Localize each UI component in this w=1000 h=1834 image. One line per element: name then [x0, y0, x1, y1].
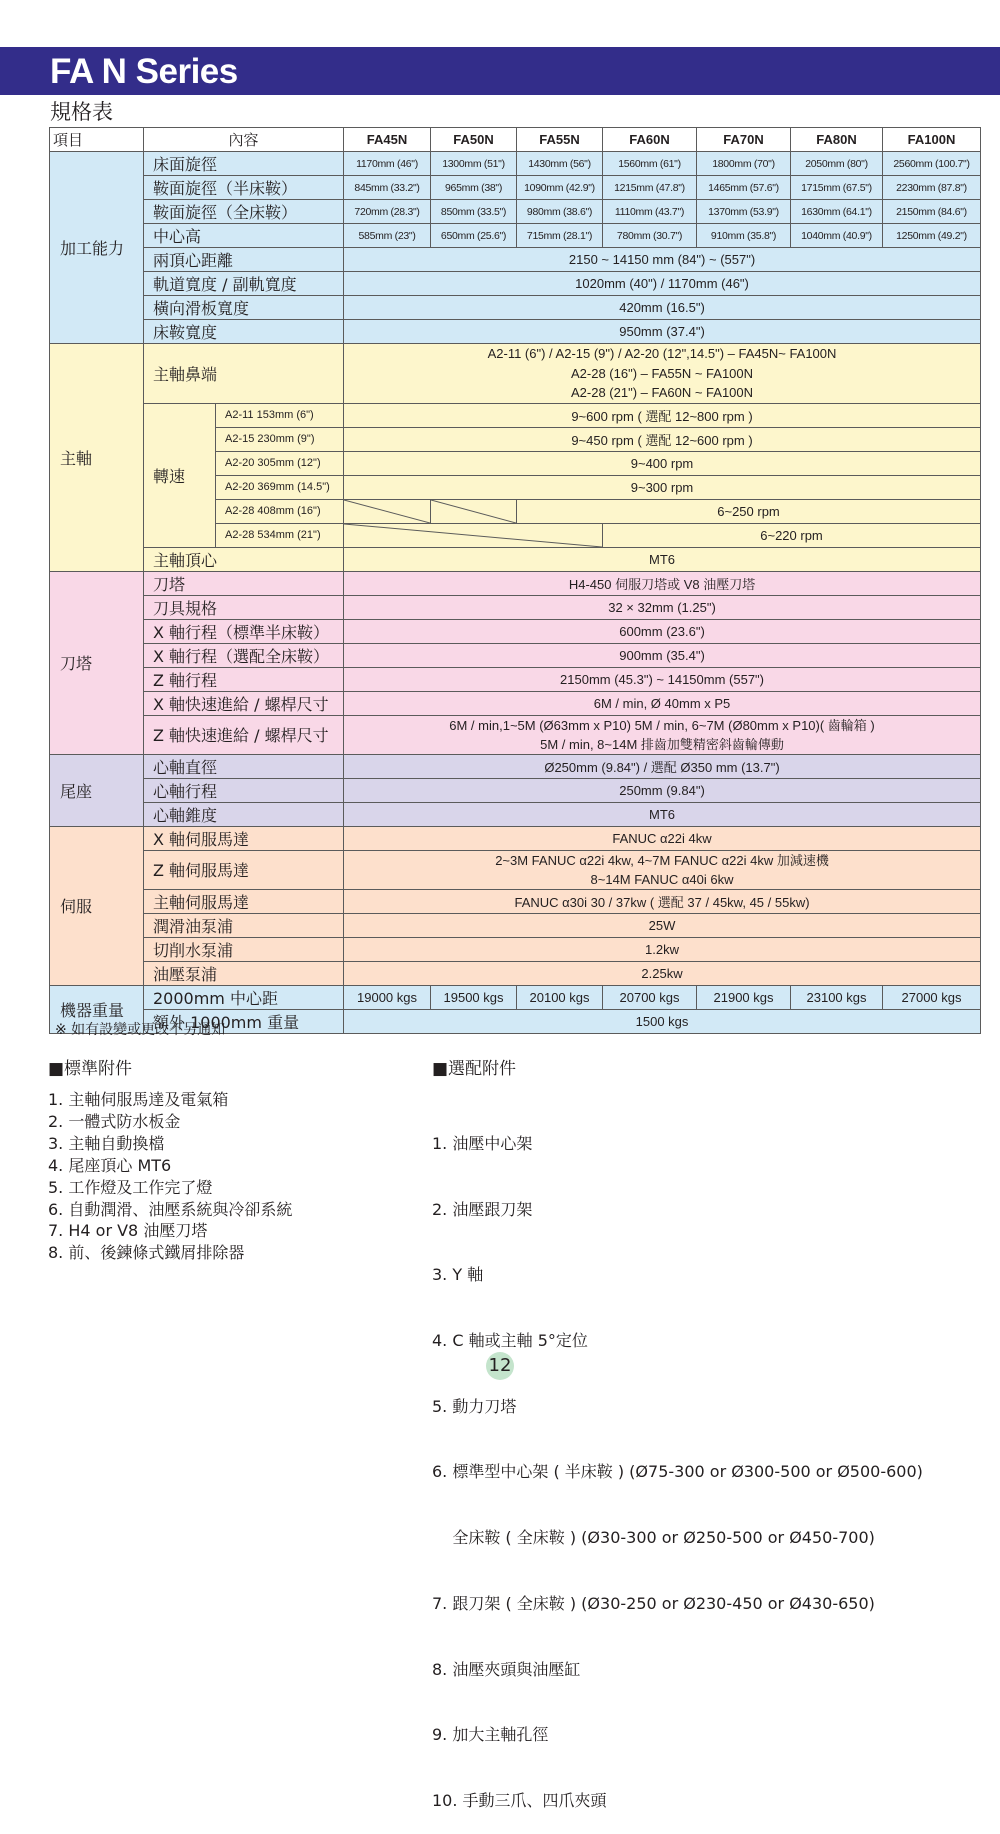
speed-label: 轉速: [144, 403, 216, 547]
table-cell: 1090mm (42.9"): [517, 176, 603, 200]
table-row: [50, 296, 981, 320]
standard-accessories-title: ■標準附件: [48, 1059, 133, 1079]
optional-accessories-list: [432, 1089, 923, 1834]
table-row: [50, 961, 981, 985]
table-row: [50, 826, 981, 850]
row-label: 主軸頂心: [144, 547, 344, 571]
standard-accessories-list: [48, 1089, 292, 1264]
bore-label: A2-15 230mm (9"): [216, 427, 344, 451]
diagonal-slash: [344, 524, 602, 547]
z-motor-line: 2~3M FANUC α22i 4kw, 4~7M FANUC α22i 4kw 加減速機: [495, 852, 829, 868]
list-item: 4. C 軸或主軸 5°定位: [432, 1330, 588, 1350]
table-cell: 1110mm (43.7"): [603, 200, 697, 224]
table-row: [50, 200, 981, 224]
col-header-content: 內容: [144, 128, 344, 152]
table-row: [50, 643, 981, 667]
z-motor-line: 8~14M FANUC α40i 6kw: [590, 871, 734, 887]
row-label: 鞍面旋徑（半床鞍）: [144, 176, 344, 200]
table-row: [50, 889, 981, 913]
table-cell: 585mm (23"): [344, 224, 431, 248]
table-cell: FANUC α22i 4kw: [344, 826, 981, 850]
table-row: [50, 619, 981, 643]
table-cell: 1430mm (56"): [517, 152, 603, 176]
category-weight: 機器重量: [50, 985, 144, 1033]
table-cell: 19000 kgs: [344, 985, 431, 1009]
list-item: 7. 跟刀架 ( 全床鞍 ) (Ø30-250 or Ø230-450 or Ø430-650): [432, 1593, 875, 1613]
table-row: [50, 937, 981, 961]
category-servo: 伺服: [50, 826, 144, 985]
table-row: [50, 344, 981, 404]
table-cell: MT6: [344, 802, 981, 826]
table-cell: [344, 344, 981, 404]
category-turret: 刀塔: [50, 571, 144, 754]
list-item: 9. 加大主軸孔徑: [432, 1725, 549, 1745]
table-row: [50, 224, 981, 248]
table-cell: 1170mm (46"): [344, 152, 431, 176]
table-cell: MT6: [344, 547, 981, 571]
model-header: FA60N: [603, 128, 697, 152]
row-label: 床鞍寬度: [144, 320, 344, 344]
bore-label: A2-20 369mm (14.5"): [216, 475, 344, 499]
list-item: 2. 油壓跟刀架: [432, 1199, 533, 1219]
row-label: 兩頂心距離: [144, 248, 344, 272]
model-header: FA45N: [344, 128, 431, 152]
table-row: [50, 320, 981, 344]
optional-accessories-title: ■選配附件: [432, 1059, 517, 1079]
table-cell: 900mm (35.4"): [344, 643, 981, 667]
list-item: 2. 一體式防水板金: [48, 1111, 181, 1131]
table-cell: 420mm (16.5"): [344, 296, 981, 320]
list-item: 10. 手動三爪、四爪夾頭: [432, 1791, 607, 1810]
list-item: 5. 動力刀塔: [432, 1396, 517, 1416]
diagonal-slash: [344, 500, 430, 523]
table-cell: 21900 kgs: [697, 985, 791, 1009]
table-cell: 2.25kw: [344, 961, 981, 985]
section-title: 規格表: [50, 100, 113, 124]
na-cell: [431, 499, 517, 523]
table-header-row: [50, 128, 981, 152]
table-cell: 25W: [344, 913, 981, 937]
table-cell: 20100 kgs: [517, 985, 603, 1009]
model-header: FA70N: [697, 128, 791, 152]
list-item: 4. 尾座頂心 MT6: [48, 1155, 172, 1175]
table-cell: 9~600 rpm ( 選配 12~800 rpm ): [344, 403, 981, 427]
page-number: 12: [488, 1355, 512, 1376]
row-label: Z 軸行程: [144, 667, 344, 691]
table-cell: 1370mm (53.9"): [697, 200, 791, 224]
table-cell: 23100 kgs: [791, 985, 883, 1009]
table-cell: 250mm (9.84"): [344, 778, 981, 802]
row-label: X 軸快速進給 / 螺桿尺寸: [144, 691, 344, 715]
list-item: 8. 前、後鍊條式鐵屑排除器: [48, 1243, 245, 1263]
table-cell: 2560mm (100.7"): [883, 152, 981, 176]
model-header: FA50N: [431, 128, 517, 152]
row-label: 橫向滑板寬度: [144, 296, 344, 320]
table-row: [50, 571, 981, 595]
table-cell: 1630mm (64.1"): [791, 200, 883, 224]
z-rapid-line: 5M / min, 8~14M 排齒加雙精密斜齒輪傳動: [540, 736, 784, 752]
nose-line: A2-11 (6") / A2-15 (9") / A2-20 (12",14.5") – FA45N~ FA100N: [487, 346, 837, 361]
table-cell: 2150 ~ 14150 mm (84") ~ (557"): [344, 248, 981, 272]
table-row: [50, 985, 981, 1009]
row-label: 鞍面旋徑（全床鞍）: [144, 200, 344, 224]
table-row: [50, 778, 981, 802]
row-label: X 軸行程（標準半床鞍）: [144, 619, 344, 643]
table-cell: [344, 715, 981, 754]
row-label: 2000mm 中心距: [144, 985, 344, 1009]
table-cell: 950mm (37.4"): [344, 320, 981, 344]
category-spindle: 主軸: [50, 344, 144, 572]
bore-label: A2-11 153mm (6"): [216, 403, 344, 427]
table-row: [50, 176, 981, 200]
table-cell: 6M / min, Ø 40mm x P5: [344, 691, 981, 715]
list-item: 6. 自動潤滑、油壓系統與冷卻系統: [48, 1199, 293, 1219]
list-item: 1. 主軸伺服馬達及電氣箱: [48, 1090, 229, 1109]
list-item: 全床鞍 ( 全床鞍 ) (Ø30-300 or Ø250-500 or Ø450-700): [432, 1528, 875, 1548]
bore-label: A2-20 305mm (12"): [216, 451, 344, 475]
series-title: FA N Series: [50, 52, 238, 91]
table-cell: [344, 850, 981, 889]
nose-line: A2-28 (21") – FA60N ~ FA100N: [571, 385, 754, 400]
table-row: [50, 913, 981, 937]
list-item: 3. Y 軸: [432, 1265, 484, 1285]
row-label: 心軸行程: [144, 778, 344, 802]
list-item: 1. 油壓中心架: [432, 1133, 533, 1153]
table-cell: 720mm (28.3"): [344, 200, 431, 224]
list-item: 7. H4 or V8 油壓刀塔: [48, 1221, 208, 1241]
table-cell: 600mm (23.6"): [344, 619, 981, 643]
row-label: 潤滑油泵浦: [144, 913, 344, 937]
table-cell: 715mm (28.1"): [517, 224, 603, 248]
na-cell: [344, 523, 603, 547]
table-cell: 20700 kgs: [603, 985, 697, 1009]
table-cell: 27000 kgs: [883, 985, 981, 1009]
table-cell: 1800mm (70"): [697, 152, 791, 176]
row-label: 心軸錐度: [144, 802, 344, 826]
table-cell: 1040mm (40.9"): [791, 224, 883, 248]
table-cell: 19500 kgs: [431, 985, 517, 1009]
table-cell: 2150mm (84.6"): [883, 200, 981, 224]
list-item: 3. 主軸自動換檔: [48, 1133, 165, 1153]
table-cell: 980mm (38.6"): [517, 200, 603, 224]
table-cell: FANUC α30i 30 / 37kw ( 選配 37 / 45kw, 45 / 55kw): [344, 889, 981, 913]
z-rapid-line: 6M / min,1~5M (Ø63mm x P10) 5M / min, 6~7M (Ø80mm x P10)( 齒輪箱 ): [449, 717, 875, 733]
row-label: 心軸直徑: [144, 754, 344, 778]
row-label: 刀塔: [144, 571, 344, 595]
model-header: FA80N: [791, 128, 883, 152]
table-cell: 850mm (33.5"): [431, 200, 517, 224]
spec-table: [49, 127, 981, 1034]
model-header: FA100N: [883, 128, 981, 152]
table-cell: 2050mm (80"): [791, 152, 883, 176]
list-item: 8. 油壓夾頭與油壓缸: [432, 1659, 581, 1679]
table-cell: 9~450 rpm ( 選配 12~600 rpm ): [344, 427, 981, 451]
bore-label: A2-28 534mm (21"): [216, 523, 344, 547]
row-label: Z 軸伺服馬達: [144, 850, 344, 889]
row-label: 軌道寬度 / 副軌寬度: [144, 272, 344, 296]
row-label: Z 軸快速進給 / 螺桿尺寸: [144, 715, 344, 754]
table-cell: 1.2kw: [344, 937, 981, 961]
table-row: [50, 272, 981, 296]
diagonal-slash: [431, 500, 516, 523]
table-cell: 9~400 rpm: [344, 451, 981, 475]
table-row: [50, 547, 981, 571]
table-cell: 2230mm (87.8"): [883, 176, 981, 200]
table-row: [50, 715, 981, 754]
table-cell: 32 × 32mm (1.25"): [344, 595, 981, 619]
table-cell: 1465mm (57.6"): [697, 176, 791, 200]
row-label: X 軸行程（選配全床鞍）: [144, 643, 344, 667]
table-cell: 6~220 rpm: [603, 523, 981, 547]
table-cell: 1215mm (47.8"): [603, 176, 697, 200]
table-cell: 6~250 rpm: [517, 499, 981, 523]
table-row: [50, 595, 981, 619]
table-cell: H4-450 伺服刀塔或 V8 油壓刀塔: [344, 571, 981, 595]
nose-line: A2-28 (16") – FA55N ~ FA100N: [571, 365, 754, 381]
model-header: FA55N: [517, 128, 603, 152]
row-label: 中心高: [144, 224, 344, 248]
table-cell: 1020mm (40") / 1170mm (46"): [344, 272, 981, 296]
change-notice: ※ 如有設變或更改不另通知: [55, 1022, 226, 1038]
table-row: [50, 754, 981, 778]
table-cell: 650mm (25.6"): [431, 224, 517, 248]
table-cell: 9~300 rpm: [344, 475, 981, 499]
table-cell: 1250mm (49.2"): [883, 224, 981, 248]
row-label: 刀具規格: [144, 595, 344, 619]
table-cell: 845mm (33.2"): [344, 176, 431, 200]
row-label: 切削水泵浦: [144, 937, 344, 961]
table-cell: 965mm (38"): [431, 176, 517, 200]
table-cell: 2150mm (45.3") ~ 14150mm (557"): [344, 667, 981, 691]
table-row: [50, 248, 981, 272]
col-header-item: 項目: [50, 128, 144, 152]
row-label: 主軸伺服馬達: [144, 889, 344, 913]
bore-label: A2-28 408mm (16"): [216, 499, 344, 523]
table-row: [50, 667, 981, 691]
row-label: 主軸鼻端: [144, 344, 344, 404]
table-row: [50, 850, 981, 889]
table-row: [50, 802, 981, 826]
table-cell: Ø250mm (9.84") / 選配 Ø350 mm (13.7"): [344, 754, 981, 778]
table-cell: 1715mm (67.5"): [791, 176, 883, 200]
row-label: 床面旋徑: [144, 152, 344, 176]
table-cell: 1560mm (61"): [603, 152, 697, 176]
table-row: [50, 691, 981, 715]
table-row: [50, 152, 981, 176]
table-row: [50, 403, 981, 427]
table-cell: 1500 kgs: [344, 1009, 981, 1033]
row-label: 額外 1000mm 重量: [144, 1009, 344, 1033]
row-label: X 軸伺服馬達: [144, 826, 344, 850]
na-cell: [344, 499, 431, 523]
category-capacity: 加工能力: [50, 152, 144, 344]
table-cell: 780mm (30.7"): [603, 224, 697, 248]
table-cell: 1300mm (51"): [431, 152, 517, 176]
list-item: 6. 標準型中心架 ( 半床鞍 ) (Ø75-300 or Ø300-500 or Ø500-600): [432, 1462, 923, 1482]
row-label: 油壓泵浦: [144, 961, 344, 985]
category-tailstock: 尾座: [50, 754, 144, 826]
table-cell: 910mm (35.8"): [697, 224, 791, 248]
list-item: 5. 工作燈及工作完了燈: [48, 1177, 213, 1197]
